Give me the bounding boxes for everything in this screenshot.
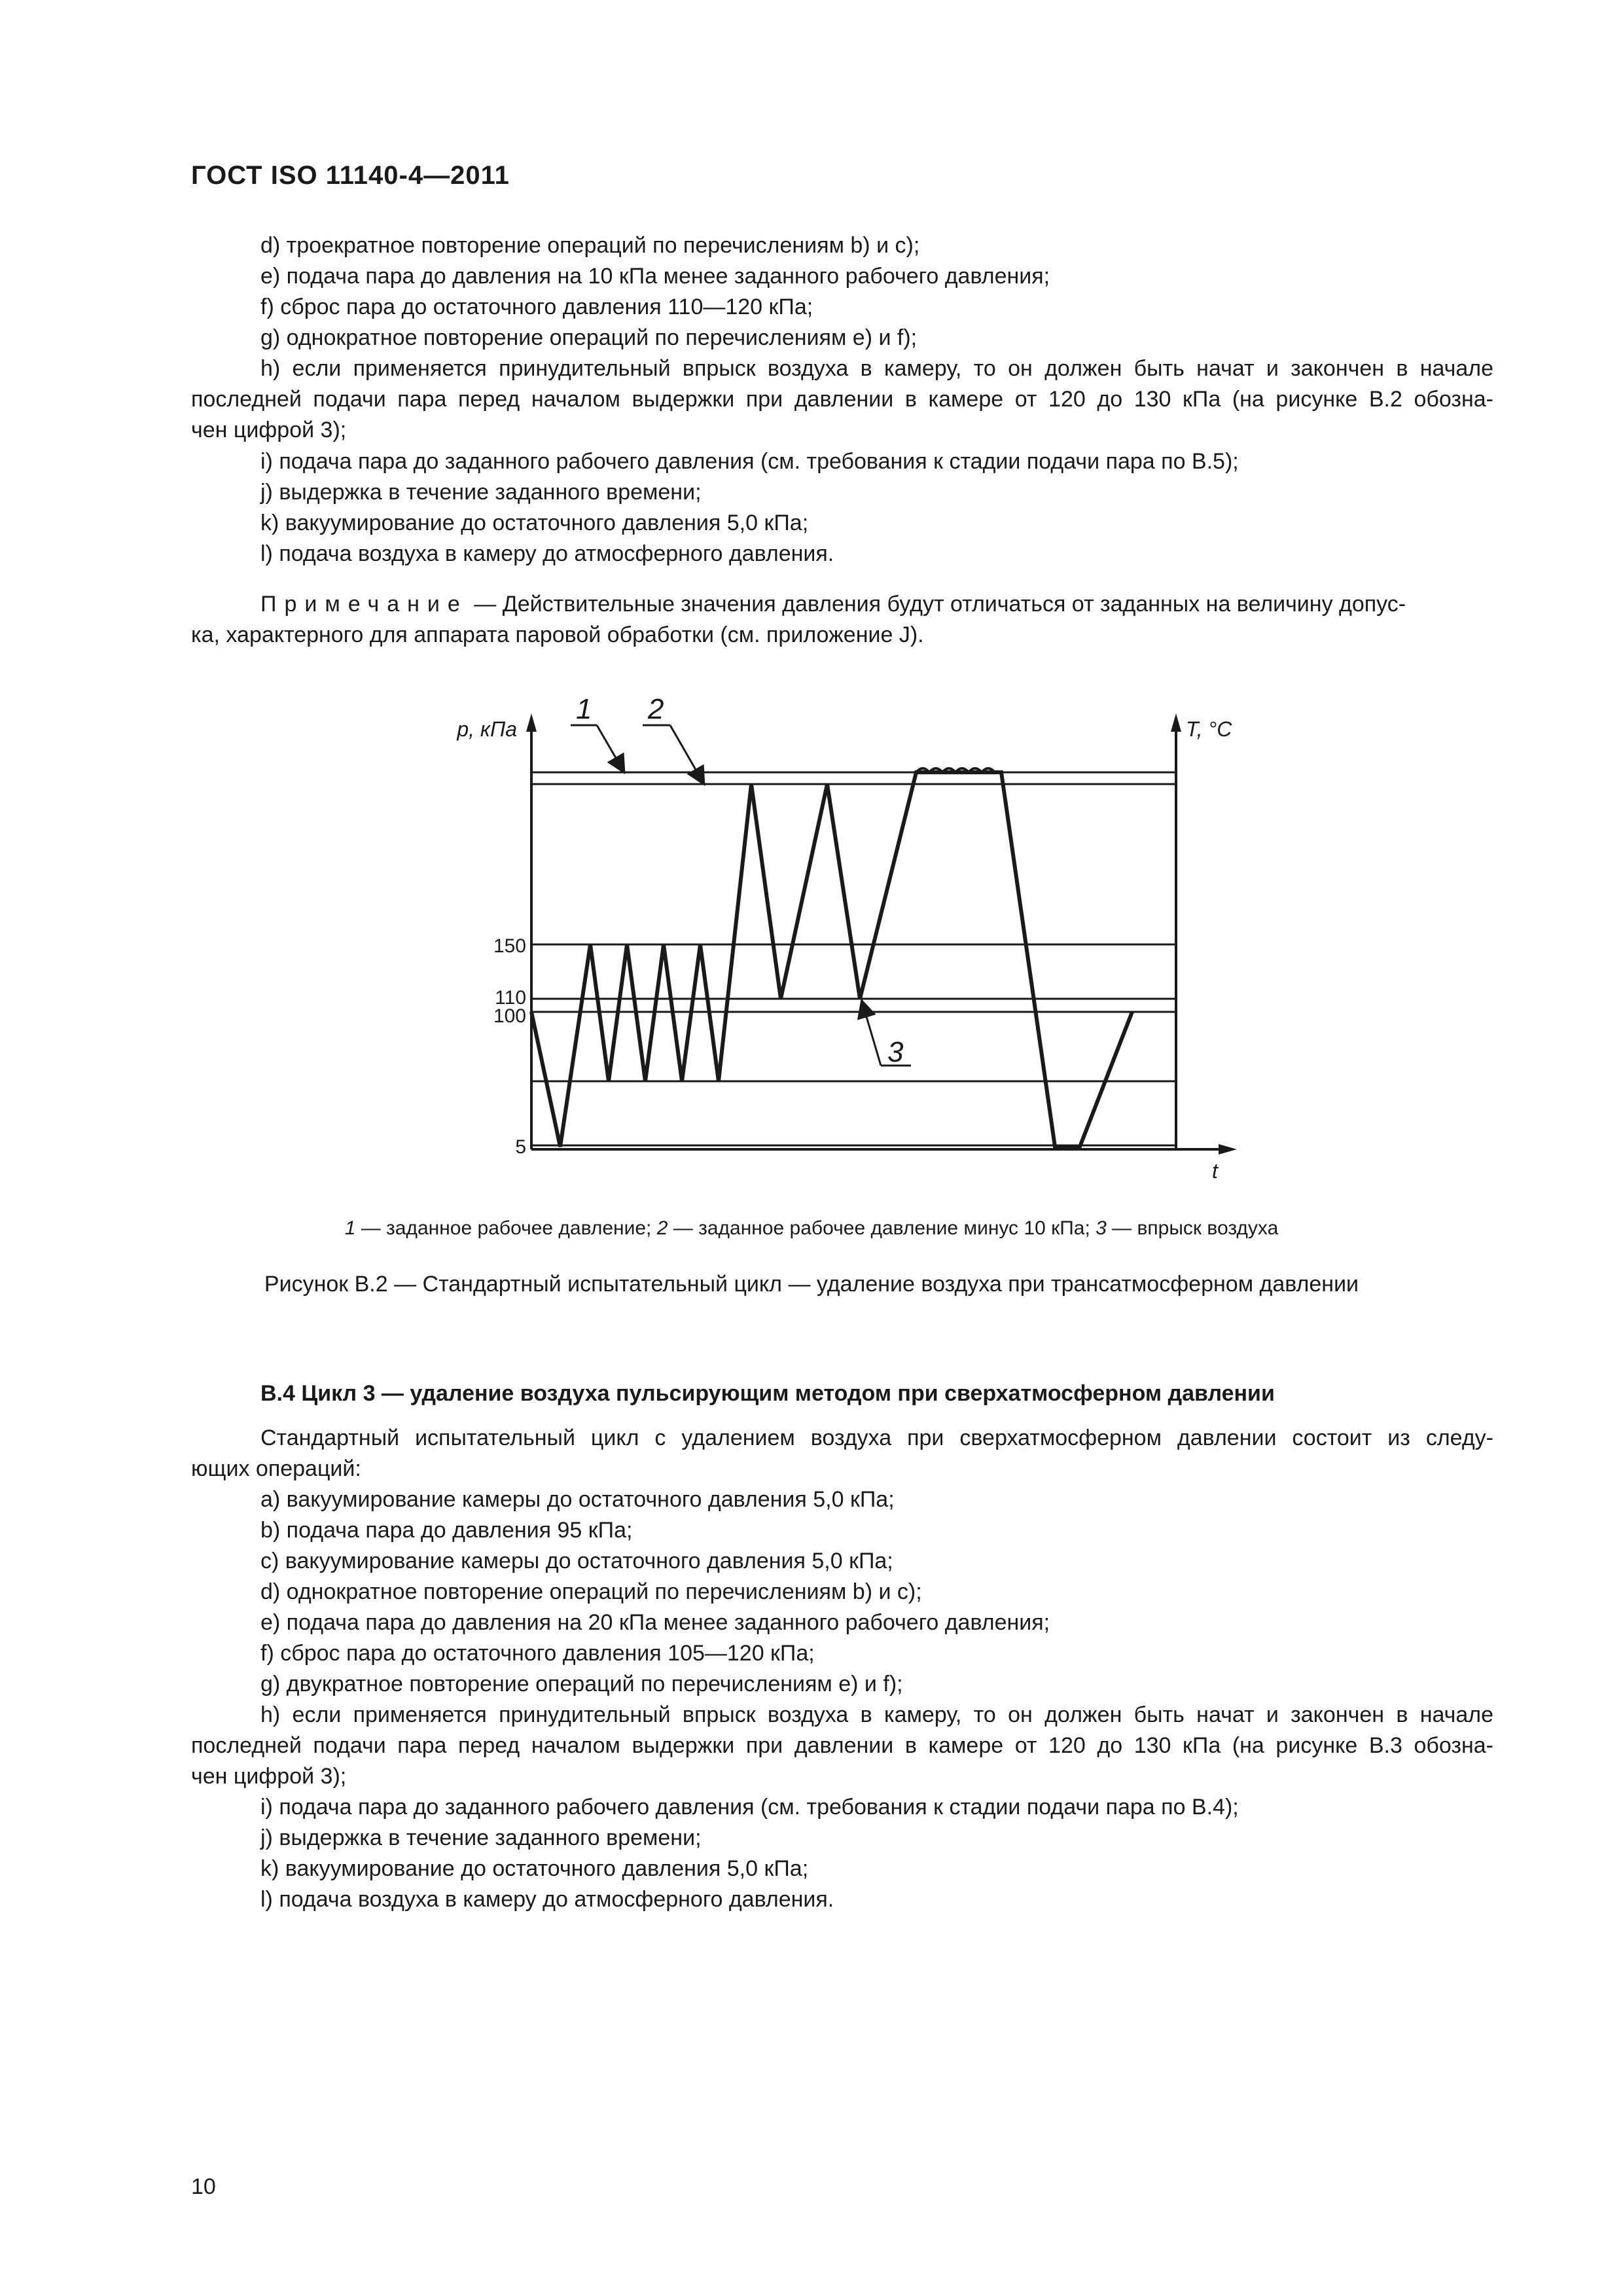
section-intro-line1: Стандартный испытательный цикл с удалением воздуха при сверхатмосферном давлении состоит из следу-: [260, 1426, 1493, 1450]
section-item-h-line2: последней подачи пара перед началом выдержки при давлении в камере от 120 до 130 кПа (на рисунке В.3 обозна-: [191, 1733, 1493, 1758]
legend-text-1: — заданное рабочее давление;: [355, 1217, 657, 1239]
tick-label-5: 5: [515, 1136, 526, 1158]
note-line2: ка, характерного для аппарата паровой обработки (см. приложение J).: [191, 622, 924, 647]
list-item: l) подача воздуха в камеру до атмосферного давления.: [260, 541, 834, 566]
list-item: i) подача пара до заданного рабочего давления (см. требования к стадии подачи пара по В.4);: [260, 1795, 1239, 1820]
list-item: f) сброс пара до остаточного давления 105—120 кПа;: [260, 1641, 815, 1666]
note-label: Примечание: [260, 592, 468, 617]
list-item: i) подача пара до заданного рабочего давления (см. требования к стадии подачи пара по В.5);: [260, 449, 1239, 474]
list-item: j) выдержка в течение заданного времени;: [260, 1825, 702, 1850]
list-item: a) вакуумирование камеры до остаточного давления 5,0 кПа;: [260, 1487, 895, 1512]
section-item-h-line1: h) если применяется принудительный впрыск воздуха в камеру, то он должен быть начат и закончен в начале: [260, 1702, 1493, 1727]
section-intro-line2: ющих операций:: [191, 1456, 361, 1481]
callout-2-label: 2: [648, 693, 664, 725]
list-item: l) подача воздуха в камеру до атмосферного давления.: [260, 1887, 834, 1912]
list-item-h-line1: h) если применяется принудительный впрыск воздуха в камеру, то он должен быть начат и закончен в начале: [260, 356, 1493, 381]
list-item: c) вакуумирование камеры до остаточного давления 5,0 кПа;: [260, 1549, 893, 1573]
y-axis-right-label: T, °C: [1186, 717, 1232, 741]
list-item: g) двукратное повторение операций по перечислениям e) и f);: [260, 1672, 903, 1696]
y-axis-left-arrow: [526, 713, 537, 732]
y-axis-left-label: p, кПа: [457, 717, 517, 741]
note-text: — Действительные значения давления будут отличаться от заданных на величину допус-: [467, 592, 1406, 617]
list-item: g) однократное повторение операций по перечислениям e) и f);: [260, 325, 918, 350]
y-axis-right-arrow: [1171, 713, 1181, 732]
figure-legend: [0, 1217, 1623, 1240]
section-item-h-line3: чен цифрой 3);: [191, 1764, 347, 1789]
legend-text-3: — впрыск воздуха: [1106, 1217, 1279, 1239]
list-item: f) сброс пара до остаточного давления 110—120 кПа;: [260, 295, 813, 319]
list-item: d) троекратное повторение операций по перечислениям b) и c);: [260, 233, 920, 258]
callout-3-leader: [864, 1008, 881, 1066]
pressure-curve: [531, 772, 1132, 1147]
list-item: b) подача пара до давления 95 кПа;: [260, 1518, 633, 1543]
callout-3-label: 3: [887, 1036, 904, 1068]
tick-label-150: 150: [493, 935, 526, 957]
section-title: В.4 Цикл 3 — удаление воздуха пульсирующим методом при сверхатмосферном давлении: [260, 1381, 1275, 1406]
legend-num-3: 3: [1096, 1217, 1107, 1239]
callout-1-leader: [597, 725, 620, 766]
list-item-h-line3: чен цифрой 3);: [191, 418, 347, 442]
page-number: 10: [191, 2174, 216, 2199]
document-header: ГОСТ ISO 11140-4—2011: [191, 161, 510, 190]
list-item: k) вакуумирование до остаточного давления 5,0 кПа;: [260, 511, 809, 535]
list-item: e) подача пара до давления на 10 кПа менее заданного рабочего давления;: [260, 264, 1050, 289]
list-item: e) подача пара до давления на 20 кПа менее заданного рабочего давления;: [260, 1610, 1050, 1635]
callout-2-leader: [670, 725, 700, 778]
legend-num-2: 2: [656, 1217, 668, 1239]
legend-num-1: 1: [344, 1217, 356, 1239]
tick-label-110: 110: [495, 987, 526, 1009]
legend-text-2: — заданное рабочее давление минус 10 кПа;: [668, 1217, 1096, 1239]
list-item: j) выдержка в течение заданного времени;: [260, 480, 702, 505]
figure-caption: Рисунок В.2 — Стандартный испытательный цикл — удаление воздуха при трансатмосферном давлении: [264, 1272, 1359, 1297]
list-item-h-line2: последней подачи пара перед началом выдержки при давлении в камере от 120 до 130 кПа (на рисунке В.2 обозна-: [191, 387, 1493, 412]
list-item: k) вакуумирование до остаточного давления 5,0 кПа;: [260, 1856, 809, 1881]
x-axis-label: t: [1212, 1159, 1218, 1183]
x-axis-arrow: [1219, 1144, 1237, 1155]
tick-label-100: 100: [493, 1005, 526, 1027]
callout-1-label: 1: [576, 693, 592, 725]
list-item: d) однократное повторение операций по перечислениям b) и c);: [260, 1579, 922, 1604]
